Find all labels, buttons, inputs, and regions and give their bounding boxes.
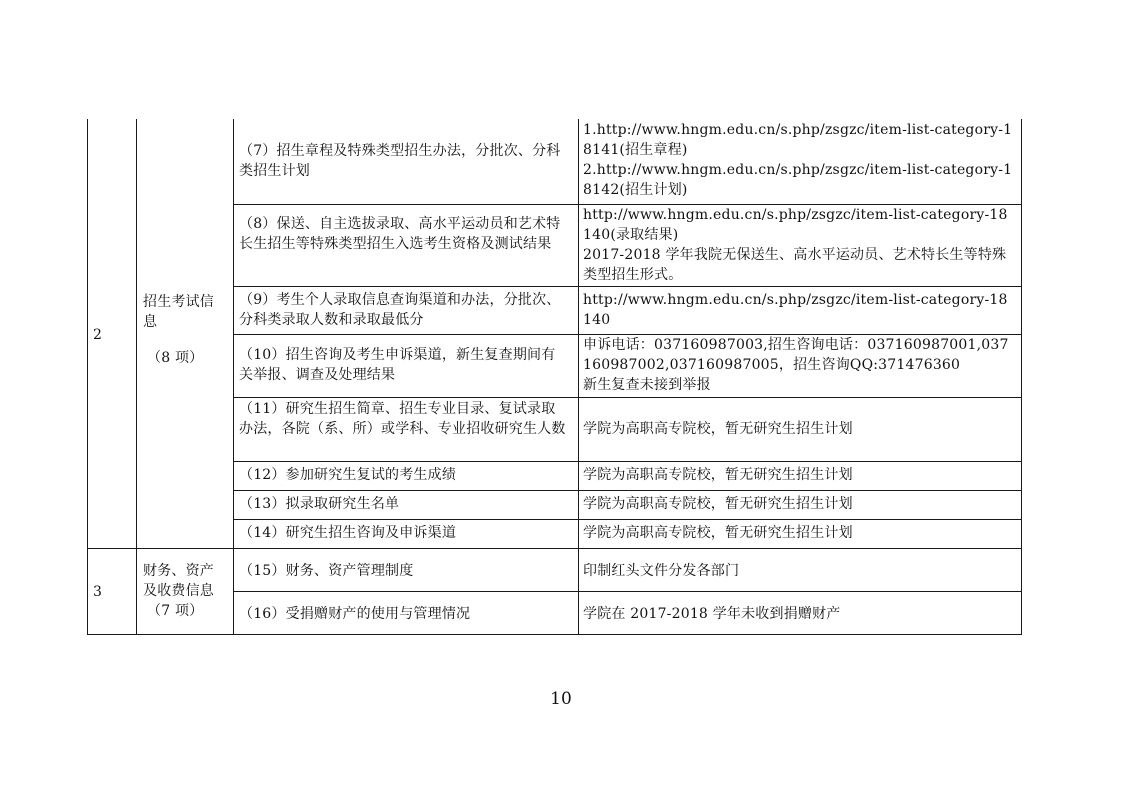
item-value: http://www.hngm.edu.cn/s.php/zsgzc/item-list-category-18140(录取结果) 2017-2018 学年我院无保送生、高水平运动员、艺术特长生等特殊类型招生形式。 xyxy=(583,207,1008,283)
category-line: 及收费信息 xyxy=(143,583,214,599)
category-line: 息 xyxy=(143,314,158,330)
row-divider xyxy=(233,286,1022,287)
item-value: 学院为高职高专院校，暂无研究生招生计划 xyxy=(583,421,853,437)
table-border-left xyxy=(87,119,88,635)
item-text: （10）招生咨询及考生申诉渠道，新生复查期间有关举报、调查及处理结果 xyxy=(239,347,556,383)
item-value: 印制红头文件分发各部门 xyxy=(583,563,740,579)
group-number: 2 xyxy=(93,327,103,343)
category-count: （8 项） xyxy=(147,350,204,366)
column-divider xyxy=(136,119,137,635)
item-text: （15）财务、资产管理制度 xyxy=(239,563,414,579)
row-divider xyxy=(233,591,1022,592)
item-value: 学院为高职高专院校，暂无研究生招生计划 xyxy=(583,467,853,483)
item-text: （16）受捐赠财产的使用与管理情况 xyxy=(239,606,471,622)
group-category xyxy=(143,561,231,621)
item-text: （8）保送、自主选拔录取、高水平运动员和艺术特长生招生等特殊类型招生入选考生资格及测试结果 xyxy=(239,216,561,252)
item-value: 学院在 2017-2018 学年未收到捐赠财产 xyxy=(583,606,841,622)
item-value: 学院为高职高专院校，暂无研究生招生计划 xyxy=(583,525,853,541)
disclosure-table xyxy=(87,119,1022,635)
group-number: 3 xyxy=(93,584,103,600)
group-category xyxy=(143,292,231,368)
category-count: （7 项） xyxy=(147,603,204,619)
item-text: （11）研究生招生简章、招生专业目录、复试录取办法，各院（系、所）或学科、专业招收研究生人数 xyxy=(239,401,566,437)
item-value: http://www.hngm.edu.cn/s.php/zsgzc/item-list-category-18140 xyxy=(583,292,1008,328)
row-divider xyxy=(233,461,1022,462)
category-line: 财务、资产 xyxy=(143,563,214,579)
item-value: 1.http://www.hngm.edu.cn/s.php/zsgzc/item-list-category-18141(招生章程) 2.http://www.hngm.edu.cn/s.php/zsgzc/item-list-category-18142(招生计划) xyxy=(583,122,1013,198)
category-line: 招生考试信 xyxy=(143,294,214,310)
column-divider xyxy=(233,119,234,635)
group-divider xyxy=(87,548,1022,549)
column-divider xyxy=(578,119,579,635)
item-text: （9）考生个人录取信息查询渠道和办法，分批次、分科类录取人数和录取最低分 xyxy=(239,292,561,328)
item-text: （14）研究生招生咨询及申诉渠道 xyxy=(239,525,457,541)
item-value: 学院为高职高专院校，暂无研究生招生计划 xyxy=(583,496,853,512)
row-divider xyxy=(233,397,1022,398)
item-text: （13）拟录取研究生名单 xyxy=(239,496,400,512)
row-divider xyxy=(233,490,1022,491)
page-number: 10 xyxy=(550,689,572,709)
table-border-bottom xyxy=(87,634,1022,635)
table-border-right xyxy=(1021,119,1022,635)
row-divider xyxy=(233,519,1022,520)
item-value: 申诉电话：037160987003,招生咨询电话：037160987001,037160987002,037160987005，招生咨询QQ:371476360 新生复查未接到举报 xyxy=(583,337,1009,393)
item-text: （12）参加研究生复试的考生成绩 xyxy=(239,467,457,483)
item-text: （7）招生章程及特殊类型招生办法，分批次、分科类招生计划 xyxy=(239,143,561,179)
